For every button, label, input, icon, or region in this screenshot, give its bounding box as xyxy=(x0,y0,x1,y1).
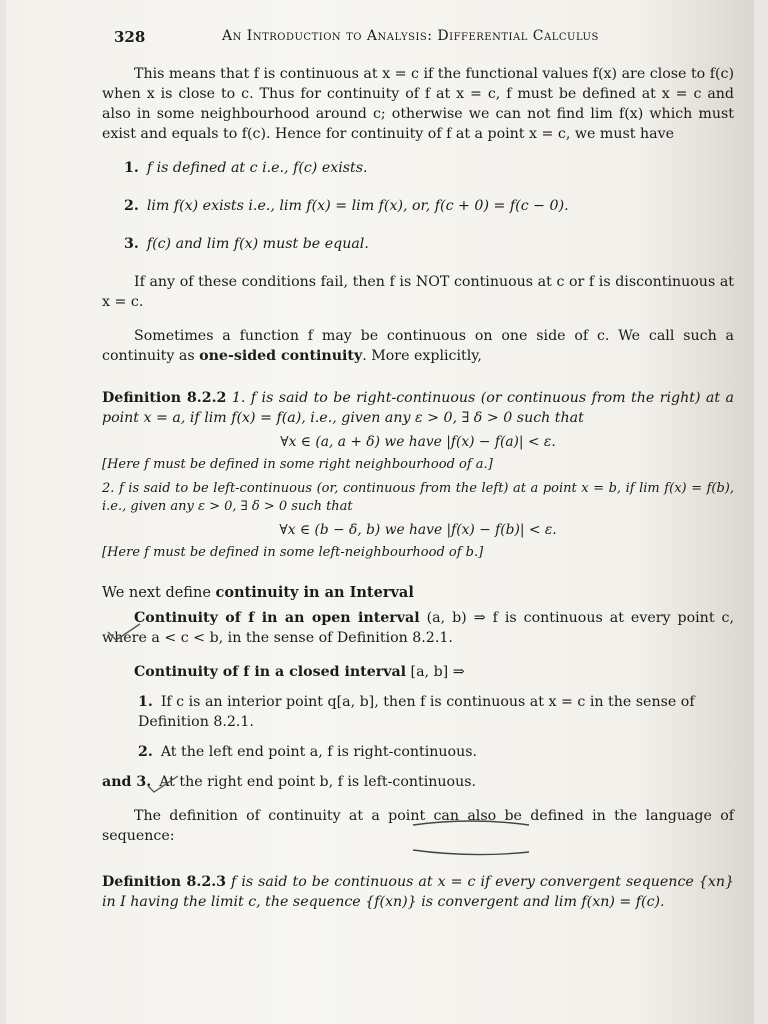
book-page xyxy=(6,0,754,1024)
definition-part-1: 1. f is said to be right-continuous (or continuous from the right) at a point x = a, if lim f(x) = f(a), i.e., given any ε > 0, ∃ δ > 0 such that xyxy=(102,390,734,426)
definition-title: Definition 8.2.2 xyxy=(102,390,227,406)
condition-item: 3. f(c) and lim f(x) must be equal. xyxy=(124,236,369,252)
intro-paragraph: This means that f is continuous at x = c if the functional values f(x) are close to f(c) when x is close to c. Thus for continuity of f at x = c, f must be defined at x = c and also in some neighbourhood around c; otherwise we can not find lim f(x) which must exist and equals to f(c). Hence for continuity of f at a point x = c, we must have xyxy=(102,66,734,142)
underline-annotation-icon xyxy=(411,846,531,860)
definition-8-2-2 xyxy=(102,388,734,562)
list-item: 1. If c is an interior point q[a, b], then f is continuous at x = c in the sense of Definition 8.2.1. xyxy=(138,694,695,730)
definition-note-2: [Here f must be defined in some left-neighbourhood of b.] xyxy=(102,545,484,560)
definition-note-1: [Here f must be defined in some right neighbourhood of a.] xyxy=(102,457,493,472)
closed-interval-paragraph: Continuity of f in a closed interval [a, b] ⇒ xyxy=(134,664,465,680)
condition-item: 1. f is defined at c i.e., f(c) exists. xyxy=(124,160,368,176)
definition-formula-2: ∀x ∈ (b − δ, b) we have |f(x) − f(b)| < ε. xyxy=(279,522,557,538)
page-header xyxy=(102,26,734,50)
definition-8-2-3: Definition 8.2.3 f is said to be continuous at x = c if every convergent sequence {xn} in I having the limit c, the sequence {f(xn)} is convergent and lim f(xn) = f(c). xyxy=(102,874,734,910)
one-sided-paragraph: Sometimes a function f may be continuous on one side of c. We call such a continuity as one-sided continuity. More explicitly, xyxy=(102,328,734,364)
list-item: 2. At the left end point a, f is right-continuous. xyxy=(138,744,478,760)
closed-interval-conditions xyxy=(102,692,734,792)
interval-section xyxy=(102,582,734,792)
sequence-paragraph: The definition of continuity at a point can also be defined in the language of sequence: xyxy=(102,808,734,844)
interval-intro: We next define continuity in an Interval xyxy=(102,584,414,601)
running-title: An Introduction to Analysis: Differential Calculus xyxy=(222,28,599,44)
definition-formula-1: ∀x ∈ (a, a + δ) we have |f(x) − f(a)| < ε. xyxy=(280,434,556,450)
page-number: 328 xyxy=(114,28,146,46)
open-interval-paragraph: Continuity of f in an open interval (a, b) ⇒ f is continuous at every point c, where a < c < b, in the sense of Definition 8.2.1. xyxy=(102,610,734,646)
discontinuity-paragraph: If any of these conditions fail, then f is NOT continuous at c or f is discontinuous at x = c. xyxy=(102,274,734,310)
condition-item: 2. lim f(x) exists i.e., lim f(x) = lim f(x), or, f(c + 0) = f(c − 0). xyxy=(124,198,569,214)
definition-title: Definition 8.2.3 xyxy=(102,874,227,890)
continuity-conditions xyxy=(102,158,734,254)
list-item: and 3. At the right end point b, f is left-continuous. xyxy=(102,774,477,790)
definition-part-2: 2. f is said to be left-continuous (or, continuous from the left) at a point x = b, if lim f(x) = f(b), i.e., given any ε > 0, ∃ δ > 0 such that xyxy=(102,481,734,514)
